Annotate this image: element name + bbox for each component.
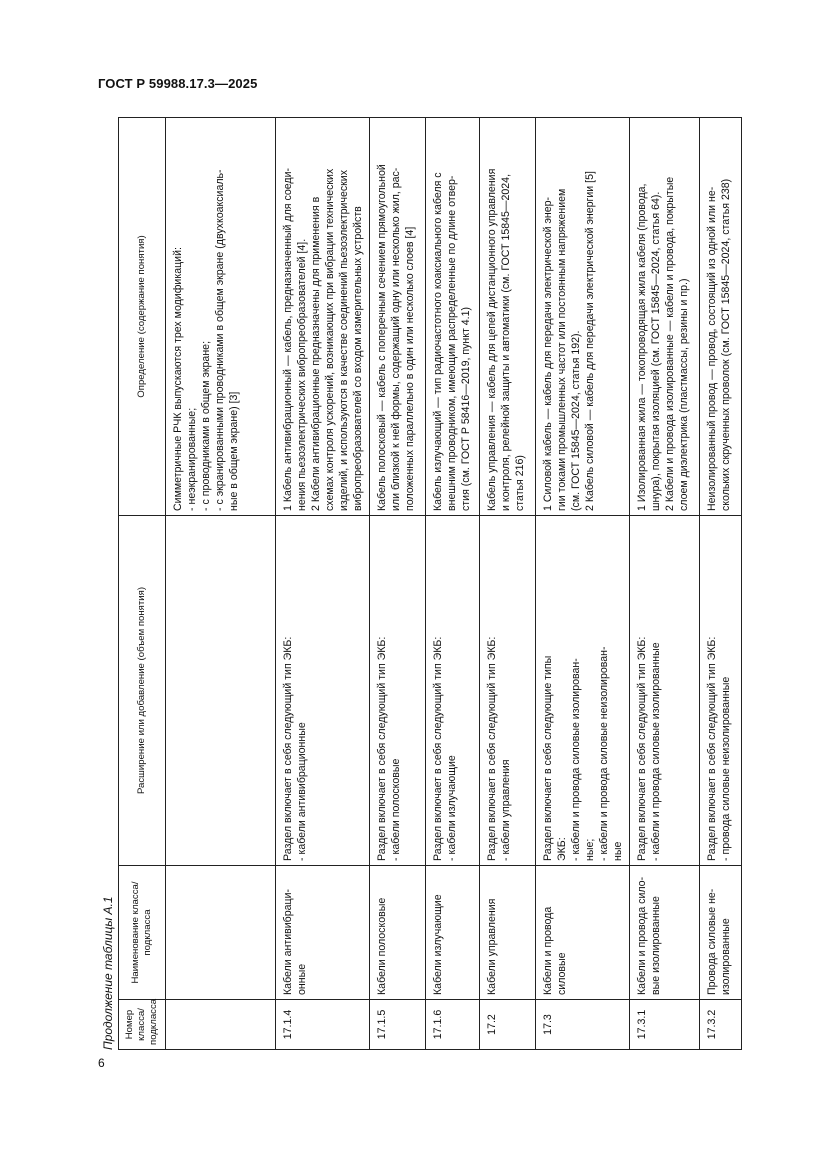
cell-class-number: 17.1.4 bbox=[276, 1000, 370, 1050]
cell-class-name: Кабели и провода силовые bbox=[535, 866, 629, 1000]
page-number: 6 bbox=[98, 1056, 105, 1070]
cell-scope: Раздел включает в себя следующий тип ЭКБ: - кабели и провода силовые изолированные bbox=[629, 516, 699, 866]
header-scope: Расширение или добавление (объем понятия) bbox=[119, 516, 166, 866]
cell-scope: Раздел включает в себя следующий тип ЭКБ: - кабели полосковые bbox=[369, 516, 425, 866]
table-row bbox=[276, 118, 370, 1050]
header-definition: Определение (содержание понятия) bbox=[119, 118, 166, 516]
cell-class-name: Кабели полосковые bbox=[369, 866, 425, 1000]
table-row bbox=[479, 118, 535, 1050]
cell-class-name: Кабели и провода сило- вые изолированные bbox=[629, 866, 699, 1000]
header-class-number: Номер класса/ подкласса bbox=[119, 1000, 166, 1050]
cell-scope bbox=[166, 516, 276, 866]
cell-class-number bbox=[166, 1000, 276, 1050]
cell-scope: Раздел включает в себя следующий тип ЭКБ: - кабели управления bbox=[479, 516, 535, 866]
table-row bbox=[699, 118, 741, 1050]
table-caption: Продолжение таблицы А.1 bbox=[101, 896, 115, 1050]
cell-definition: Кабель управления — кабель для цепей дистанционного управления и контроля, релейной защиты и автоматики (см. ГОСТ 15845—2024, статья 216) bbox=[479, 118, 535, 516]
table-row bbox=[629, 118, 699, 1050]
table-row bbox=[166, 118, 276, 1050]
cell-class-number: 17.2 bbox=[479, 1000, 535, 1050]
classification-table bbox=[118, 117, 742, 1050]
cell-scope: Раздел включает в себя следующие типы ЭКБ: - кабели и провода силовые изолирован- ные; - кабели и провода силовые неизолирован- ные bbox=[535, 516, 629, 866]
cell-definition: Неизолированный провод — провод, состоящий из одной или не- скольких скрученных проволок (см. ГОСТ 15845—2024, статья 238) bbox=[699, 118, 741, 516]
cell-definition: 1 Изолированная жила — токопроводящая жила кабеля (провода, шнура), покрытая изоляцией (см. ГОСТ 15845—2024, статья 64). 2 Кабели и провода изолированные — кабели и провода, покрытые слоем диэлектрика (пластмассы, резины и пр.) bbox=[629, 118, 699, 516]
cell-class-number: 17.3.1 bbox=[629, 1000, 699, 1050]
cell-class-number: 17.3.2 bbox=[699, 1000, 741, 1050]
cell-class-name: Кабели управления bbox=[479, 866, 535, 1000]
cell-scope: Раздел включает в себя следующий тип ЭКБ: - кабели излучающие bbox=[425, 516, 479, 866]
cell-scope: Раздел включает в себя следующий тип ЭКБ: - провода силовые неизолированные bbox=[699, 516, 741, 866]
header-class-name: Наименование класса/ подкласса bbox=[119, 866, 166, 1000]
table-row bbox=[425, 118, 479, 1050]
cell-definition: 1 Силовой кабель — кабель для передачи электрической энер- гии токами промышленных частот или постоянным напряжением (см. ГОСТ 15845—2024, статья 192). 2 Кабель силовой — кабель для передачи электрической энергии [5] bbox=[535, 118, 629, 516]
document-code: ГОСТ Р 59988.17.3—2025 bbox=[98, 76, 258, 91]
cell-scope: Раздел включает в себя следующий тип ЭКБ: - кабели антивибрационные bbox=[276, 516, 370, 866]
cell-definition: Симметричные РЧК выпускаются трех модификаций: - неэкранированные; - с проводниками в общем экране; - с экранированными проводниками в общем экране (двухкоаксиаль- ные в общем экране) [3] bbox=[166, 118, 276, 516]
cell-class-number: 17.1.5 bbox=[369, 1000, 425, 1050]
cell-definition: Кабель излучающий — тип радиочастотного коаксиального кабеля с внешним проводником, имеющим распределенные по длине отвер- стия (см. ГОСТ Р 58416—2019, пункт 4.1) bbox=[425, 118, 479, 516]
cell-class-name: Кабели антивибраци- онные bbox=[276, 866, 370, 1000]
cell-class-name: Кабели излучающие bbox=[425, 866, 479, 1000]
cell-definition: Кабель полосковый — кабель с поперечным сечением прямоугольной или близкой к ней формы, содержащий одну или несколько жил, рас- положенных параллельно в один или несколько слоев [4] bbox=[369, 118, 425, 516]
rotated-table-section bbox=[98, 118, 758, 1050]
table-header-row bbox=[119, 118, 166, 1050]
cell-class-number: 17.1.6 bbox=[425, 1000, 479, 1050]
cell-class-name bbox=[166, 866, 276, 1000]
cell-class-name: Провода силовые не- изолированные bbox=[699, 866, 741, 1000]
table-row bbox=[535, 118, 629, 1050]
cell-class-number: 17.3 bbox=[535, 1000, 629, 1050]
cell-definition: 1 Кабель антивибрационный — кабель, предназначенный для соеди- нения пьезоэлектрических вибропреобразователей [4]. 2 Кабели антивибрационные предназначены для применения в схемах контроля ускорений, возникающих при вибрации технических изделий, и используются в качестве соединений пьезоэлектрических вибропреобразователей со входом измерительных устройств bbox=[276, 118, 370, 516]
table-row bbox=[369, 118, 425, 1050]
